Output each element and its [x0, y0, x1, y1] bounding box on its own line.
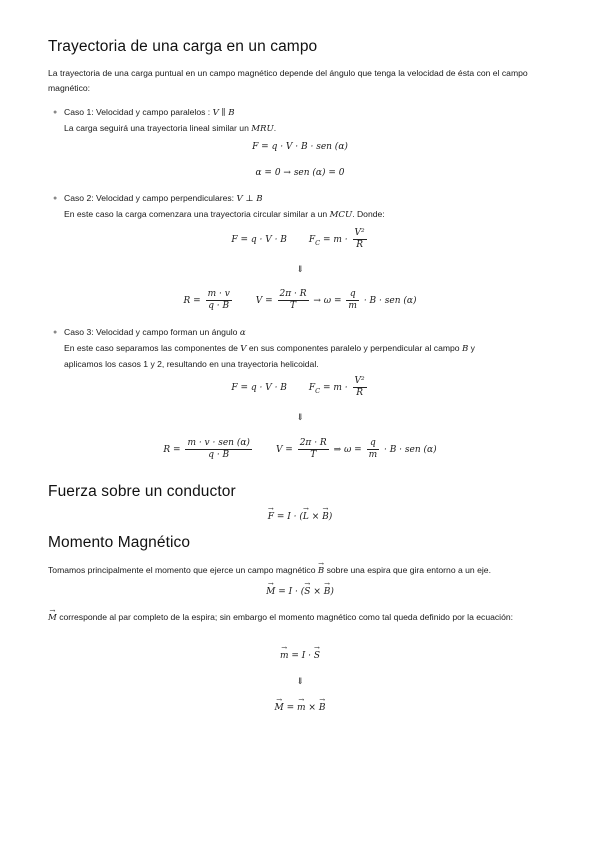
implies-arrow-icon: ⇓	[296, 265, 304, 275]
paragraph-momento-2: → M corresponde al par completo de la espira; sin embargo el momento magnético como tal queda definido por la ecuación:	[48, 610, 548, 626]
list-item-case1: ● Caso 1: Velocidad y campo paralelos : V ∥ B La carga seguirá una trayectoria lineal similar un MRU.	[53, 107, 277, 134]
section-title-momento: Momento Magnético	[48, 534, 191, 551]
bullet-icon: ●	[53, 329, 58, 336]
equation-magnetic-moment: → m = I · → S	[0, 651, 600, 661]
equation-torque-moment: → M = → m × → B	[0, 703, 600, 713]
implies-arrow-icon: ⇓	[296, 677, 304, 687]
equation-torque: → M = I · (→ S × → B)	[0, 587, 600, 597]
bullet-icon: ●	[53, 109, 58, 116]
implies-arrow-icon: ⇓	[296, 413, 304, 423]
intro-paragraph: La trayectoria de una carga puntual en un campo magnético depende del ángulo que tenga la velocidad de ésta con el campo magnético:	[48, 68, 528, 93]
bullet-icon: ●	[53, 195, 58, 202]
equation-force-sin: F = q · V · B · sen (α)	[252, 142, 348, 152]
equation-radius-velocity: R = $\frac{m \cdot v}{q \cdot B}$ V = $\frac{2\pi \cdot R}{T}$ → ω = $\frac{q}{m}$ · B · sen (α)	[183, 289, 417, 311]
list-item-case3: ● Caso 3: Velocidad y campo forman un ángulo α En este caso separamos las componentes de V en sus componentes paralelo y perpendicular al campo B y aplicamos los casos 1 y 2, resultando en una trayectoria helicoidal.	[53, 327, 475, 369]
paragraph-momento-1: Tomamos principalmente el momento que ejerce un campo magnético → B sobre una espira que gira entorno a un eje.	[48, 563, 548, 579]
equation-force-centripetal: F = q · V · B $F_C = m$ · $\frac{\text{V²}}{R}$	[231, 228, 365, 250]
equation-force-conductor: → F = I · (→ L × → B)	[0, 512, 600, 522]
list-item-case2: ● Caso 2: Velocidad y campo perpendiculares: V ⊥ B En este caso la carga comenzara una trayectoria circular similar a un MCU. Donde:	[53, 193, 385, 220]
section-title-fuerza: Fuerza sobre un conductor	[48, 483, 236, 500]
equation-force-centripetal-2: F = q · V · B $F_C = m$ · $\frac{\text{V²}}{R}$	[231, 376, 365, 398]
section-title-trayectoria: Trayectoria de una carga en un campo	[48, 38, 318, 55]
equation-helical: R = $\frac{\text{m · v · sen (α)}}{q \cdot B}$ V = $\frac{2\pi \cdot R}{T}$ ⇒ ω = $\frac{q}{m}$ · B · sen (α)	[163, 438, 437, 460]
equation-alpha-zero: α = 0 → sen (α) = 0	[255, 168, 345, 178]
